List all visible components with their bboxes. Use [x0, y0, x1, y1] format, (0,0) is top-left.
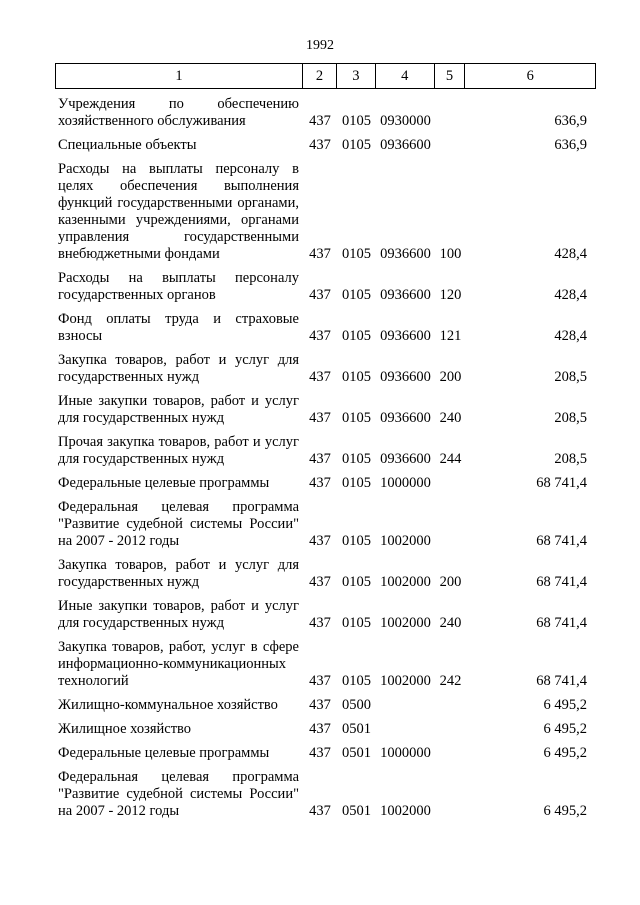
- row-col-5: 244: [439, 451, 462, 467]
- row-col-3: 0105: [342, 410, 371, 426]
- row-col-6: 6 495,2: [543, 697, 587, 713]
- header-col-3: 3: [337, 64, 376, 88]
- row-col-5: 121: [439, 328, 462, 344]
- header-col-6: 6: [526, 67, 534, 84]
- row-col-2: 437: [309, 246, 331, 262]
- table-row: [55, 745, 596, 762]
- row-col-5: 240: [439, 615, 462, 631]
- row-col-4: 1002000: [380, 574, 431, 590]
- row-col-3: 0501: [342, 803, 371, 819]
- row-col-5: 242: [439, 673, 462, 689]
- row-name: Федеральная целевая программа "Развитие судебной системы России" на 2007 - 2012 годы: [58, 499, 299, 549]
- row-col-3: 0105: [342, 246, 371, 262]
- table-row: [55, 769, 596, 820]
- row-col-4: 1002000: [380, 673, 431, 689]
- row-col-2: 437: [309, 533, 331, 549]
- row-name: Жилищное хозяйство: [58, 721, 192, 737]
- row-col-6: 6 495,2: [543, 803, 587, 819]
- row-name: Расходы на выплаты персоналу государственных органов: [58, 270, 299, 303]
- row-col-5: 100: [439, 246, 462, 262]
- table-header: [55, 63, 596, 89]
- row-name: Прочая закупка товаров, работ и услуг для государственных нужд: [58, 434, 299, 467]
- row-col-2: 437: [309, 697, 331, 713]
- row-col-3: 0105: [342, 673, 371, 689]
- table-body: [55, 96, 596, 827]
- row-col-6: 636,9: [554, 137, 587, 153]
- table-row: [55, 311, 596, 345]
- row-col-6: 6 495,2: [543, 745, 587, 761]
- table-row: [55, 393, 596, 427]
- row-col-5: 200: [439, 369, 462, 385]
- header-col-1: 1: [56, 64, 303, 88]
- row-col-6: 6 495,2: [543, 721, 587, 737]
- row-col-4: 0936600: [380, 369, 431, 385]
- row-col-4: 0936600: [380, 287, 431, 303]
- row-name: Фонд оплаты труда и страховые взносы: [58, 311, 299, 344]
- row-col-4: 0936600: [380, 328, 431, 344]
- row-col-2: 437: [309, 410, 331, 426]
- row-name: Закупка товаров, работ и услуг для государственных нужд: [58, 352, 299, 385]
- header-col-2: 2: [303, 64, 337, 88]
- row-name: Расходы на выплаты персоналу в целях обеспечения выполнения функций государственными органами, казенными учреждениями, органами управления государственными внебюджетными фондами: [58, 161, 299, 262]
- row-col-3: 0105: [342, 533, 371, 549]
- row-col-2: 437: [309, 328, 331, 344]
- table-row: [55, 352, 596, 386]
- row-col-4: 1000000: [380, 475, 431, 491]
- row-col-3: 0105: [342, 475, 371, 491]
- table-row: [55, 270, 596, 304]
- table-row: [55, 721, 596, 738]
- row-col-6: 428,4: [554, 328, 587, 344]
- row-col-4: 0936600: [380, 410, 431, 426]
- row-col-3: 0501: [342, 721, 371, 737]
- row-col-3: 0105: [342, 287, 371, 303]
- row-col-6: 68 741,4: [536, 574, 587, 590]
- row-col-6: 68 741,4: [536, 475, 587, 491]
- row-col-2: 437: [309, 475, 331, 491]
- table-row: [55, 96, 596, 130]
- row-col-3: 0105: [342, 137, 371, 153]
- row-col-6: 208,5: [554, 410, 587, 426]
- row-name: Иные закупки товаров, работ и услуг для государственных нужд: [58, 598, 299, 631]
- row-col-4: 1002000: [380, 533, 431, 549]
- row-col-6: 208,5: [554, 369, 587, 385]
- row-name: Закупка товаров, работ и услуг для государственных нужд: [58, 557, 299, 590]
- row-col-2: 437: [309, 113, 331, 129]
- row-col-4: 1000000: [380, 745, 431, 761]
- table-row: [55, 161, 596, 263]
- row-name: Специальные объекты: [58, 137, 197, 153]
- row-col-2: 437: [309, 137, 331, 153]
- table-row: [55, 697, 596, 714]
- row-col-6: 428,4: [554, 246, 587, 262]
- table-row: [55, 598, 596, 632]
- row-col-2: 437: [309, 369, 331, 385]
- row-col-6: 428,4: [554, 287, 587, 303]
- row-col-4: 0936600: [380, 246, 431, 262]
- row-col-3: 0105: [342, 451, 371, 467]
- row-col-2: 437: [309, 574, 331, 590]
- row-col-4: 1002000: [380, 803, 431, 819]
- row-name: Иные закупки товаров, работ и услуг для государственных нужд: [58, 393, 299, 426]
- page-number: 1992: [306, 38, 334, 53]
- row-col-6: 208,5: [554, 451, 587, 467]
- table-row: [55, 557, 596, 591]
- header-col-5: 5: [435, 64, 466, 88]
- row-col-2: 437: [309, 721, 331, 737]
- row-col-2: 437: [309, 287, 331, 303]
- row-col-4: 0936600: [380, 137, 431, 153]
- row-name: Учреждения по обеспечению хозяйственного обслуживания: [58, 96, 299, 129]
- header-col-4: 4: [376, 64, 435, 88]
- row-col-3: 0105: [342, 574, 371, 590]
- row-col-6: 68 741,4: [536, 673, 587, 689]
- table-row: [55, 137, 596, 154]
- row-col-5: 120: [439, 287, 462, 303]
- row-col-2: 437: [309, 451, 331, 467]
- row-col-3: 0105: [342, 615, 371, 631]
- row-col-5: 240: [439, 410, 462, 426]
- row-col-4: 0936600: [380, 451, 431, 467]
- row-col-6: 68 741,4: [536, 533, 587, 549]
- row-col-4: 1002000: [380, 615, 431, 631]
- row-col-3: 0105: [342, 369, 371, 385]
- row-name: Федеральная целевая программа "Развитие судебной системы России" на 2007 - 2012 годы: [58, 769, 299, 819]
- table-row: [55, 639, 596, 690]
- row-name: Закупка товаров, работ, услуг в сфере информационно-коммуникационных технологий: [58, 639, 299, 689]
- table-row: [55, 499, 596, 550]
- row-col-2: 437: [309, 615, 331, 631]
- row-col-2: 437: [309, 803, 331, 819]
- row-col-2: 437: [309, 745, 331, 761]
- row-col-5: 200: [439, 574, 462, 590]
- row-col-3: 0105: [342, 113, 371, 129]
- row-col-6: 68 741,4: [536, 615, 587, 631]
- row-name: Федеральные целевые программы: [58, 475, 270, 491]
- row-col-6: 636,9: [554, 113, 587, 129]
- table-row: [55, 475, 596, 492]
- row-col-2: 437: [309, 673, 331, 689]
- row-col-4: 0930000: [380, 113, 431, 129]
- row-name: Федеральные целевые программы: [58, 745, 270, 761]
- row-col-3: 0105: [342, 328, 371, 344]
- row-name: Жилищно-коммунальное хозяйство: [58, 697, 278, 713]
- table-row: [55, 434, 596, 468]
- row-col-3: 0500: [342, 697, 371, 713]
- row-col-3: 0501: [342, 745, 371, 761]
